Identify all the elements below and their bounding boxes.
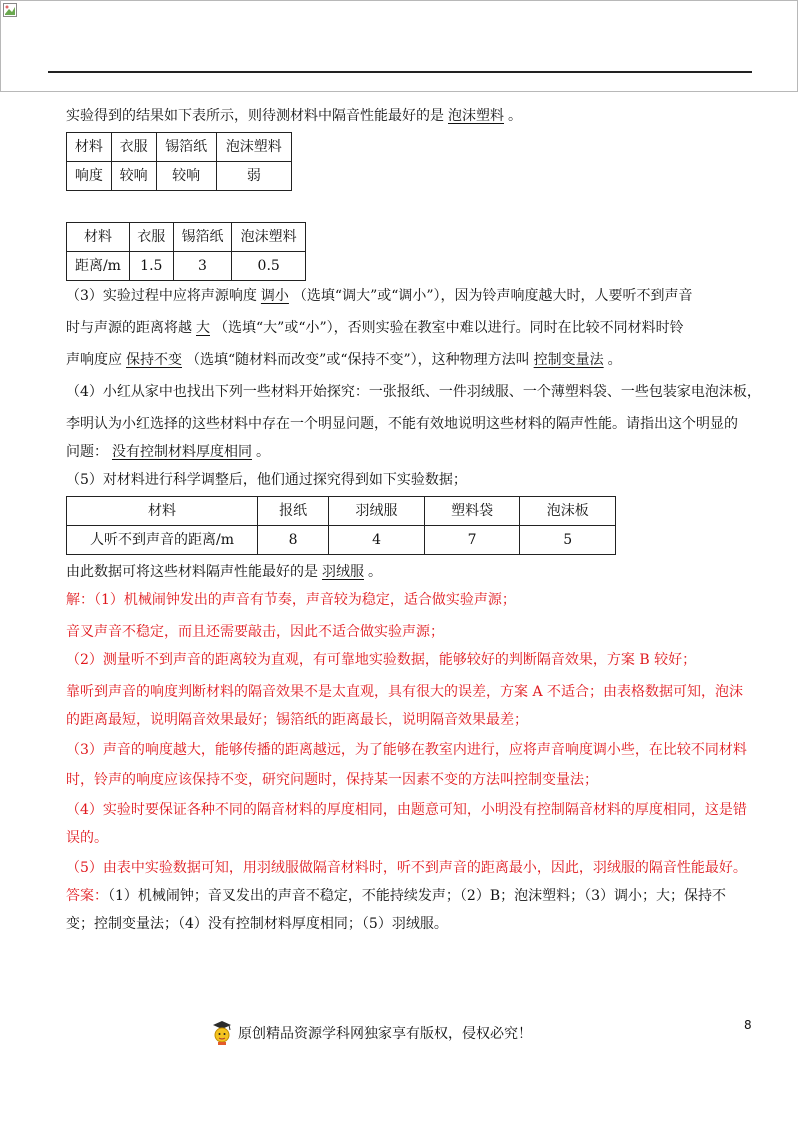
- table-cell: 报纸: [258, 497, 329, 526]
- q3-line-3: [66, 350, 622, 370]
- q4-line-1: （4）小红从家中也找出下列一些材料开始探究：一张报纸、一件羽绒服、一个薄塑料袋、一些包装家电泡沫板，: [66, 384, 761, 400]
- q3-answer-2: 大: [196, 320, 210, 336]
- q3-text: （选填“大”或“小”），否则实验在教室中难以进行。同时在比较不同材料时铃: [214, 320, 684, 336]
- table-cell: 塑料袋: [424, 497, 520, 526]
- table-cell: 锡箔纸: [173, 223, 232, 252]
- q4-text: 。: [256, 444, 270, 460]
- table-cell: 衣服: [129, 223, 173, 252]
- solution-line: 靠听到声音的响度判断材料的隔音效果不是太直观，具有很大的误差，方案 A 不适合；由表格数据可知，泡沫: [66, 684, 744, 700]
- table-row: [67, 133, 292, 162]
- copyright-text: 原创精品资源学科网独家享有版权，侵权必究！: [238, 1026, 532, 1042]
- intro-line: [66, 106, 522, 126]
- conclusion-text: 。: [368, 564, 382, 580]
- q3-text: 。: [607, 352, 622, 368]
- conclusion-text: 由此数据可将这些材料隔声性能最好的是: [66, 564, 318, 580]
- table-row: [67, 252, 306, 281]
- page-number: 8: [744, 1018, 752, 1032]
- table-cell: 泡沫塑料: [216, 133, 291, 162]
- table-cell: 泡沫塑料: [232, 223, 306, 252]
- q3-text: （选填“调大”或“调小”），因为铃声响度越大时，人要听不到声音: [292, 288, 693, 304]
- solution-line: 音叉声音不稳定，而且还需要敲击，因此不适合做实验声源；: [66, 624, 444, 640]
- table-cell: 衣服: [111, 133, 156, 162]
- table-cell: 1.5: [129, 252, 173, 281]
- intro-answer: 泡沫塑料: [448, 108, 504, 124]
- table-cell: 较响: [111, 162, 156, 191]
- table-cell: 材料: [67, 133, 112, 162]
- distance-table: [66, 222, 306, 281]
- footer: [210, 1020, 532, 1046]
- table-cell: 锡箔纸: [156, 133, 216, 162]
- solution-line: （2）测量听不到声音的距离较为直观，有可靠地实验数据，能够较好的判断隔音效果，方案 B 较好；: [66, 652, 697, 668]
- intro-text: 实验得到的结果如下表所示，则待测材料中隔音性能最好的是: [66, 108, 444, 124]
- table-cell: 弱: [216, 162, 291, 191]
- solution-line: （3）声音的响度越大，能够传播的距离越远，为了能够在教室内进行，应将声音响度调小些，在比较不同材料: [66, 742, 747, 758]
- table-cell: 羽绒服: [329, 497, 425, 526]
- table-cell: 7: [424, 526, 520, 555]
- answer-label: 答案：: [66, 888, 108, 904]
- table-cell: 8: [258, 526, 329, 555]
- loudness-table: [66, 132, 292, 191]
- answer-text: （1）机械闹钟；音叉发出的声音不稳定，不能持续发声；（2）B；泡沫塑料；（3）调小；大；保持不: [108, 888, 727, 904]
- header-image-placeholder: [0, 0, 798, 92]
- solution-line: 解：（1）机械闹钟发出的声音有节奏，声音较为稳定，适合做实验声源；: [66, 592, 516, 608]
- table-cell: 5: [520, 526, 616, 555]
- intro-suffix: 。: [508, 108, 522, 124]
- conclusion-answer: 羽绒服: [322, 564, 364, 580]
- table-cell: 较响: [156, 162, 216, 191]
- q3-text: （3）实验过程中应将声源响度: [66, 288, 257, 304]
- q3-answer-1: 调小: [260, 288, 289, 304]
- q4-line-2: 李明认为小红选择的这些材料中存在一个明显问题，不能有效地说明这些材料的隔声性能。请指出这个明显的: [66, 416, 738, 432]
- table-cell: 材料: [67, 497, 258, 526]
- table-cell: 人听不到声音的距离/m: [67, 526, 258, 555]
- table-row: [67, 497, 616, 526]
- solution-line: 误的。: [66, 830, 108, 846]
- q3-answer-4: 控制变量法: [533, 352, 604, 368]
- q4-answer: 没有控制材料厚度相同: [112, 444, 252, 460]
- table-cell: 4: [329, 526, 425, 555]
- q3-answer-3: 保持不变: [126, 352, 182, 368]
- q3-text: （选填“随材料而改变”或“保持不变”），这种物理方法叫: [186, 352, 530, 368]
- q3-line-1: [66, 286, 693, 306]
- table-row: [67, 162, 292, 191]
- experiment-table: [66, 496, 616, 555]
- answer-line-2: 变；控制变量法；（4）没有控制材料厚度相同；（5）羽绒服。: [66, 916, 448, 932]
- q4-text: 问题：: [66, 444, 108, 460]
- solution-line: （4）实验时要保证各种不同的隔音材料的厚度相同，由题意可知，小明没有控制隔音材料的厚度相同，这是错: [66, 802, 747, 818]
- solution-line: 的距离最短，说明隔音效果最好；锡箔纸的距离最长，说明隔音效果最差；: [66, 712, 528, 728]
- conclusion-line: [66, 562, 382, 582]
- q3-line-2: [66, 318, 684, 338]
- q3-text: 时与声源的距离将越: [66, 320, 192, 336]
- solution-line: （5）由表中实验数据可知，用羽绒服做隔音材料时，听不到声音的距离最小，因此，羽绒服的隔音性能最好。: [66, 860, 747, 876]
- q5-intro: （5）对材料进行科学调整后，他们通过探究得到如下实验数据；: [66, 472, 467, 488]
- answer-line-1: [66, 886, 726, 906]
- table-cell: 响度: [67, 162, 112, 191]
- table-row: [67, 526, 616, 555]
- table-cell: 0.5: [232, 252, 306, 281]
- q3-text: 声响度应: [66, 352, 122, 368]
- broken-image-icon: [3, 3, 17, 17]
- q4-line-3: [66, 442, 270, 462]
- table-cell: 3: [173, 252, 232, 281]
- table-cell: 泡沫板: [520, 497, 616, 526]
- header-rule: [48, 71, 752, 73]
- table-cell: 材料: [67, 223, 130, 252]
- mascot-icon: [210, 1020, 234, 1046]
- table-cell: 距离/m: [67, 252, 130, 281]
- table-row: [67, 223, 306, 252]
- solution-line: 时，铃声的响度应该保持不变，研究问题时，保持某一因素不变的方法叫控制变量法；: [66, 772, 598, 788]
